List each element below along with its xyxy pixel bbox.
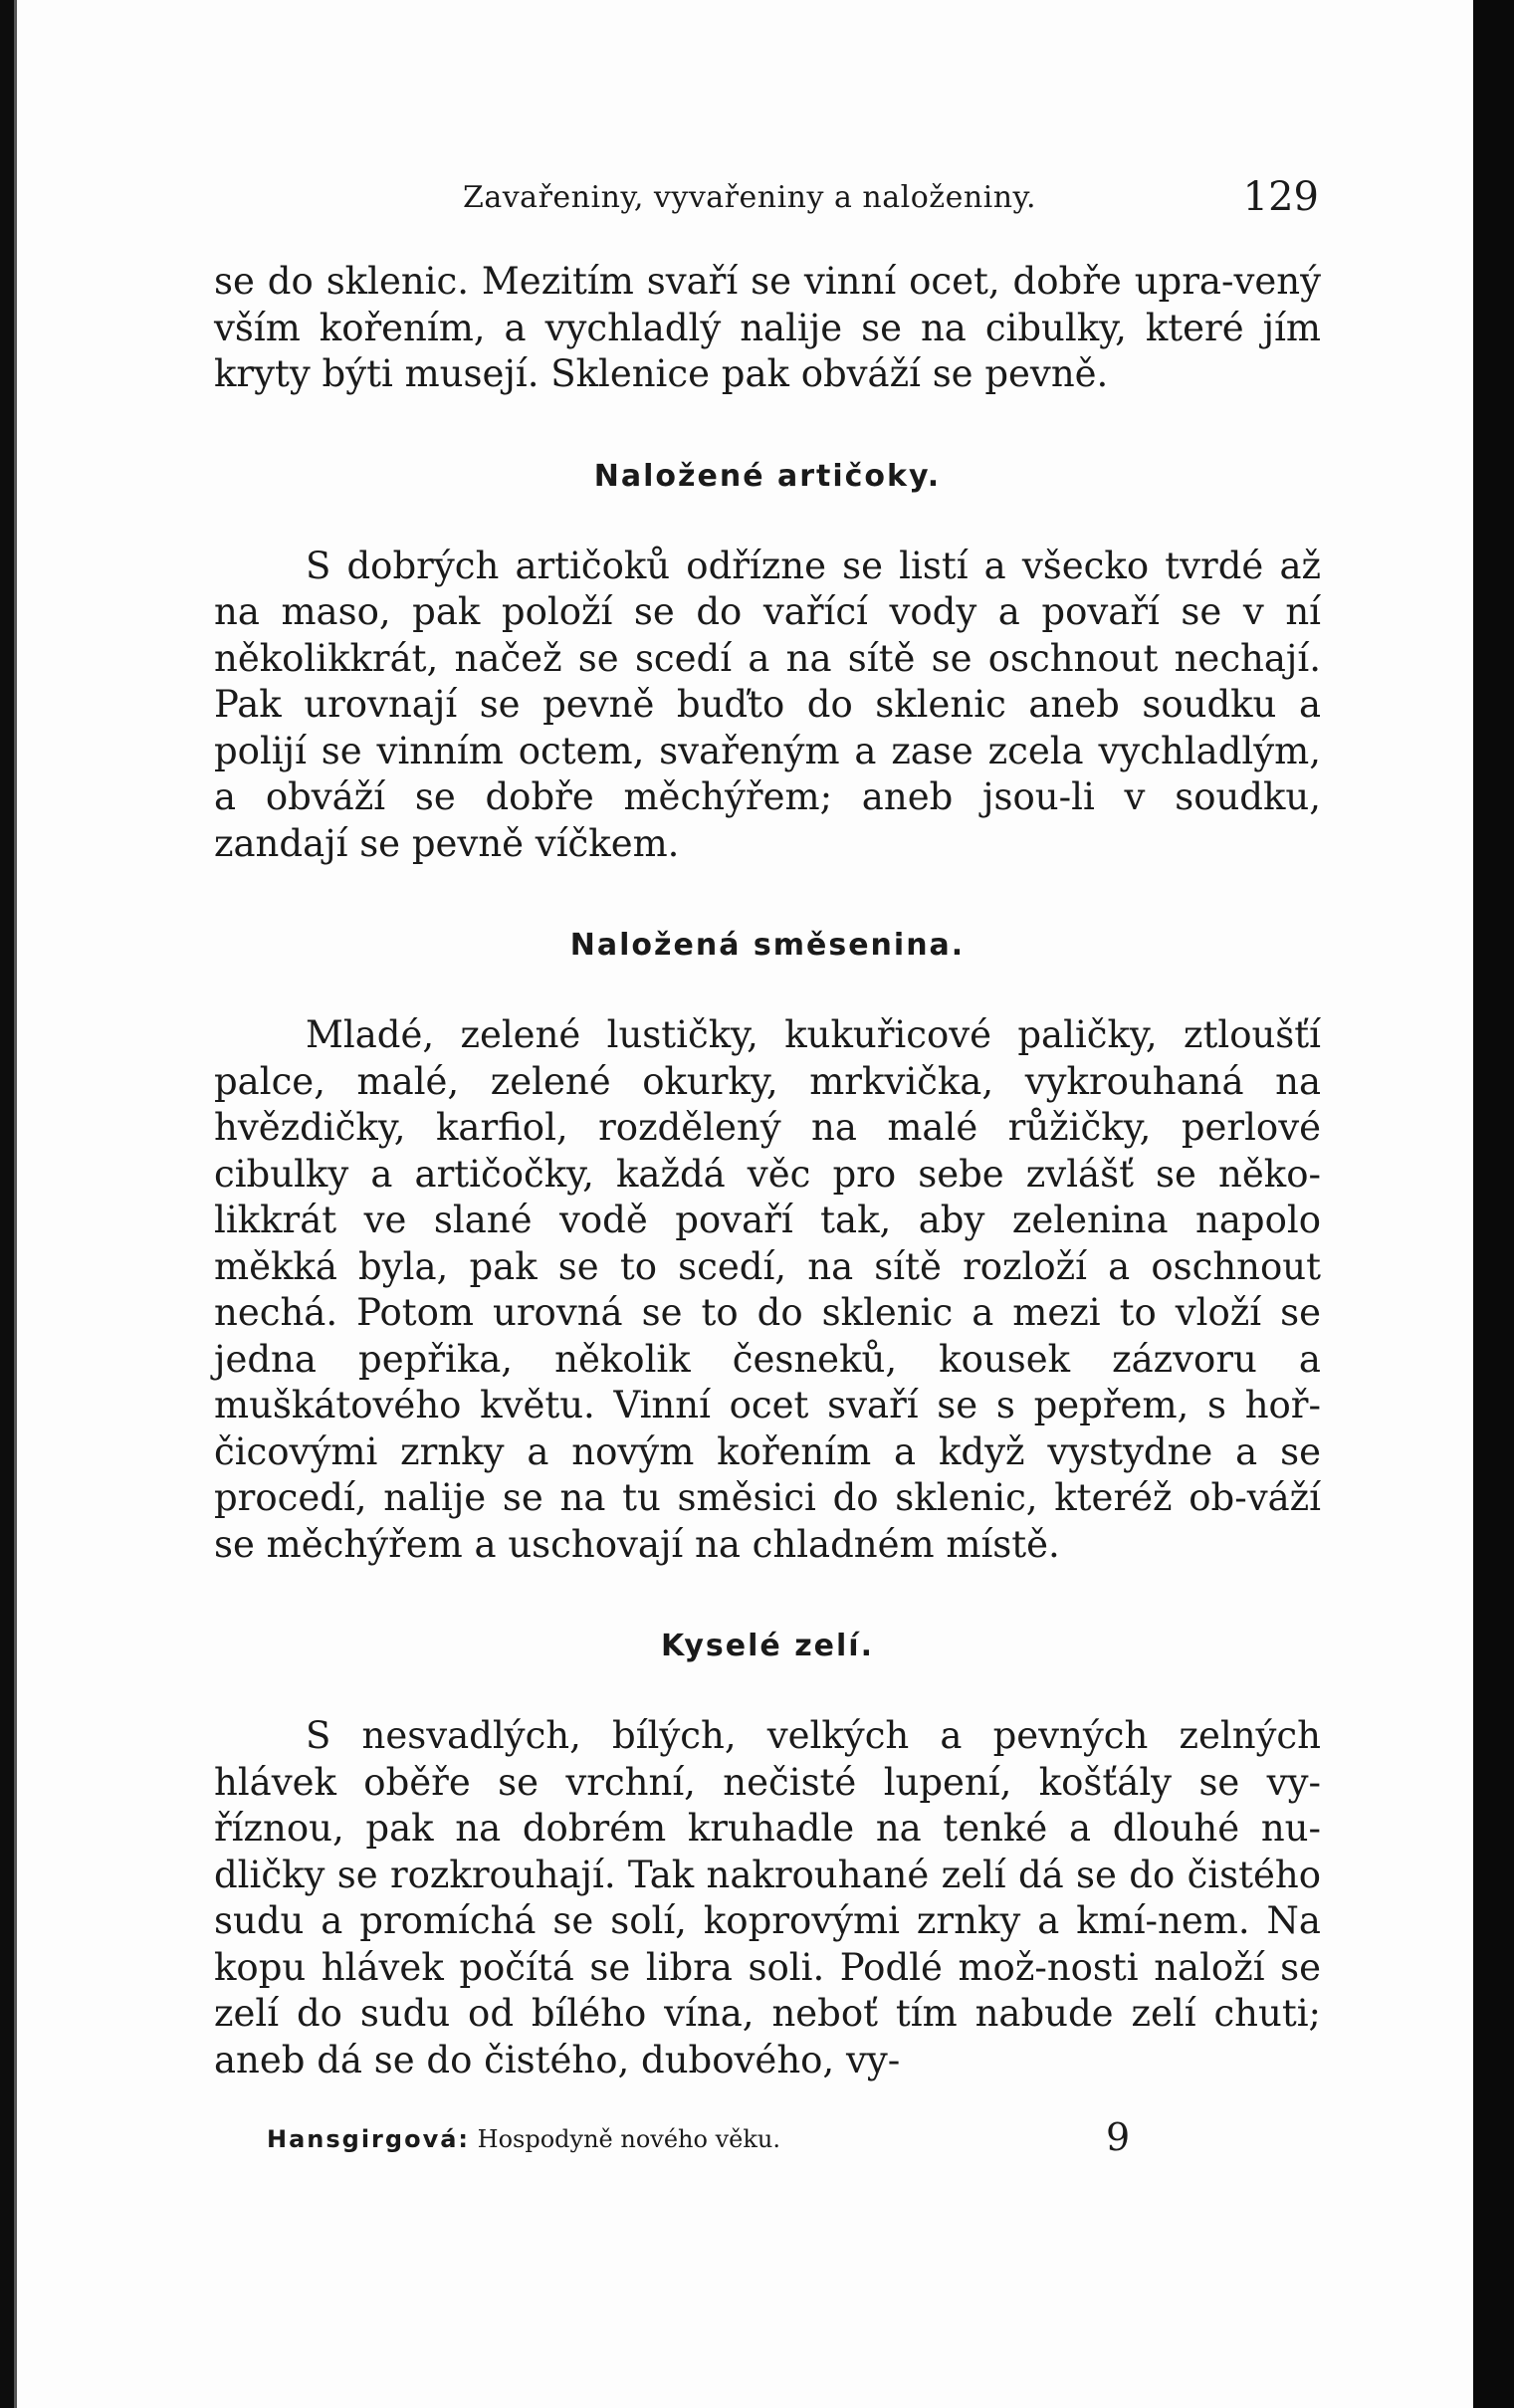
- paragraph: se do sklenic. Mezitím svaří se vinní ocet, dobře upra-vený vším kořením, a vychladlý nalije se na cibulky, které jím kryty býti musejí. Sklenice pak obváží se pevně.: [214, 260, 1321, 395]
- section-heading: Naložené artičoky.: [593, 458, 942, 494]
- footer-imprint: [267, 2125, 780, 2153]
- footer-book-title: Hospodyně nového věku.: [477, 2125, 780, 2153]
- footer-author: Hansgirgová:: [267, 2125, 470, 2153]
- paragraph: Mladé, zelené lustičky, kukuřicové paličky, ztloušťí palce, malé, zelené okurky, mrkvička, vykrouhaná na hvězdičky, karfiol, rozdělený na malé růžičky, perlové cibulky a artičočky, každá věc pro sebe zvlášť se něko-likkrát ve slané vodě povaří tak, aby zelenina napolo měkká byla, pak se to scedí, na sítě rozloží a oschnout nechá. Potom urovná se to do sklenic a mezi to vloží se jedna pepřika, několik česneků, kousek zázvoru a muškátového květu. Vinní ocet svaří se s pepřem, s hoř-čicovými zrnky a novým kořením a když vystydne a se procedí, nalije se na tu směsici do sklenic, kteréž ob-váží se měchýřem a uschovají na chladném místě.: [214, 1013, 1321, 1566]
- page-number: 129: [1242, 174, 1319, 220]
- running-head: [214, 174, 1319, 224]
- signature-mark: 9: [1106, 2115, 1131, 2159]
- paragraph: S nesvadlých, bílých, velkých a pevných zelných hlávek oběře se vrchní, nečisté lupení, košťály se vy-říznou, pak na dobrém kruhadle na tenké a dlouhé nu-dličky se rozkrouhají. Tak nakrouhané zelí dá se do čistého sudu a promíchá se solí, koprovými zrnky a kmí-nem. Na kopu hlávek počítá se libra soli. Podlé mož-nosti naloží se zelí do sudu od bílého vína, neboť tím nabude zelí chuti; aneb dá se do čistého, dubového, vy-: [214, 1714, 1321, 2081]
- page-edge-shadow: [14, 0, 17, 2408]
- section-heading: Kyselé zelí.: [661, 1629, 874, 1663]
- page-edge-right: [1473, 0, 1514, 2408]
- footer: [267, 2115, 1282, 2165]
- running-title: Zavařeniny, vyvařeniny a naloženiny.: [463, 180, 1037, 215]
- main-text: [214, 259, 1321, 2083]
- section-heading: Naložená směsenina.: [569, 928, 966, 963]
- page-edge-left: [0, 0, 14, 2408]
- paragraph: S dobrých artičoků odřízne se listí a všecko tvrdé až na maso, pak položí se do vařící vody a povaří se v ní několikkrát, načež se scedí a na sítě se oschnout nechají. Pak urovnají se pevně buďto do sklenic aneb soudku a polijí se vinním octem, svařeným a zase zcela vychladlým, a obváží se dobře měchýřem; aneb jsou-li v soudku, zandají se pevně víčkem.: [214, 544, 1321, 865]
